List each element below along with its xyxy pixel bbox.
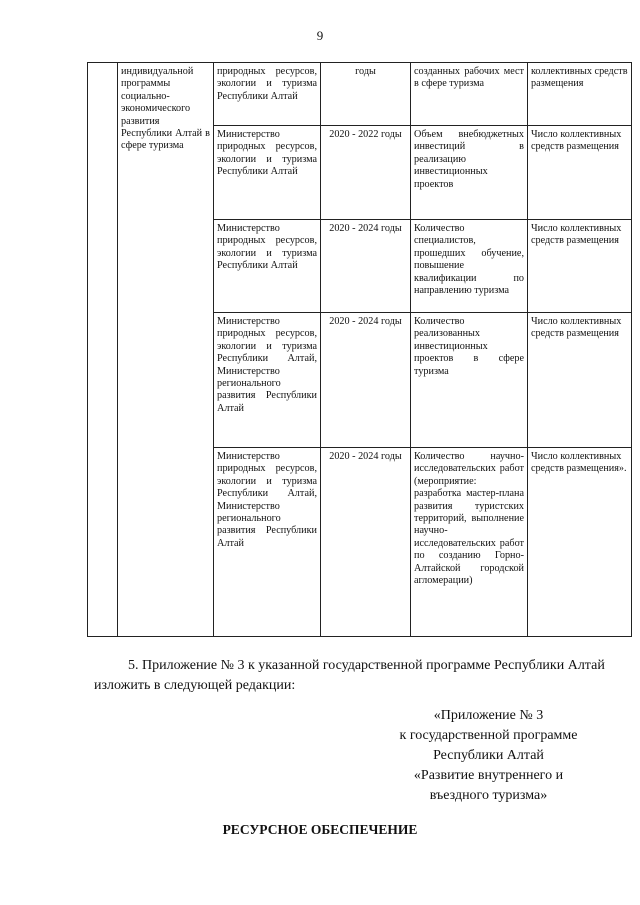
- table-cell-number: [88, 63, 118, 637]
- table-cell-agency: Министерство природных ресурсов, экологии и туризма Республики Алтай, Министерство регионального развития Республики Алтай: [214, 448, 321, 637]
- table-cell-agency: Министерство природных ресурсов, экологии и туризма Республики Алтай: [214, 126, 321, 220]
- program-indicators-table: [87, 62, 632, 637]
- table-cell-agency: Министерство природных ресурсов, экологии и туризма Республики Алтай: [214, 220, 321, 313]
- table-cell-period: 2020 - 2024 годы: [321, 448, 411, 637]
- table-cell-period: годы: [321, 63, 411, 126]
- appendix-line: Республики Алтай: [433, 748, 544, 763]
- appendix-line: к государственной программе: [399, 728, 578, 743]
- table-cell-indicator: Количество научно-исследовательских работ (мероприятие: разработка мастер-плана развития туристских территорий, выполнение научно-исследовательских работ по созданию Горно-Алтайской городской агломерации): [411, 448, 528, 637]
- table-cell-unit: коллективных средств размещения: [528, 63, 632, 126]
- table-cell-unit: Число коллективных средств размещения».: [528, 448, 632, 637]
- table-row: [88, 63, 632, 126]
- table-cell-period: 2020 - 2022 годы: [321, 126, 411, 220]
- table-cell-agency: Министерство природных ресурсов, экологии и туризма Республики Алтай, Министерство регионального развития Республики Алтай: [214, 313, 321, 448]
- table-cell-event: индивидуальной программы социально-экономического развития Республики Алтай в сфере туризма: [118, 63, 214, 637]
- table-cell-indicator: Количество реализованных инвестиционных проектов в сфере туризма: [411, 313, 528, 448]
- table-cell-unit: Число коллективных средств размещения: [528, 220, 632, 313]
- table-cell-indicator: Объем внебюджетных инвестиций в реализацию инвестиционных проектов: [411, 126, 528, 220]
- appendix-line: «Приложение № 3: [433, 708, 544, 723]
- table-cell-indicator: Количество специалистов, прошедших обучение, повышение квалификации по направлению туризма: [411, 220, 528, 313]
- table-cell-indicator: созданных рабочих мест в сфере туризма: [411, 63, 528, 126]
- table-cell-period: 2020 - 2024 годы: [321, 313, 411, 448]
- table-cell-unit: Число коллективных средств размещения: [528, 126, 632, 220]
- section-heading: РЕСУРСНОЕ ОБЕСПЕЧЕНИЕ: [222, 822, 418, 837]
- table-cell-period: 2020 - 2024 годы: [321, 220, 411, 313]
- amendment-paragraph: 5. Приложение № 3 к указанной государственной программе Республики Алтай изложить в следующей редакции:: [94, 658, 605, 693]
- page-number: 9: [316, 28, 324, 43]
- table-cell-unit: Число коллективных средств размещения: [528, 313, 632, 448]
- appendix-line: «Развитие внутреннего и: [413, 768, 564, 783]
- appendix-caption: [386, 706, 591, 806]
- appendix-line: въездного туризма»: [429, 788, 548, 803]
- table-cell-agency: природных ресурсов, экологии и туризма Республики Алтай: [214, 63, 321, 126]
